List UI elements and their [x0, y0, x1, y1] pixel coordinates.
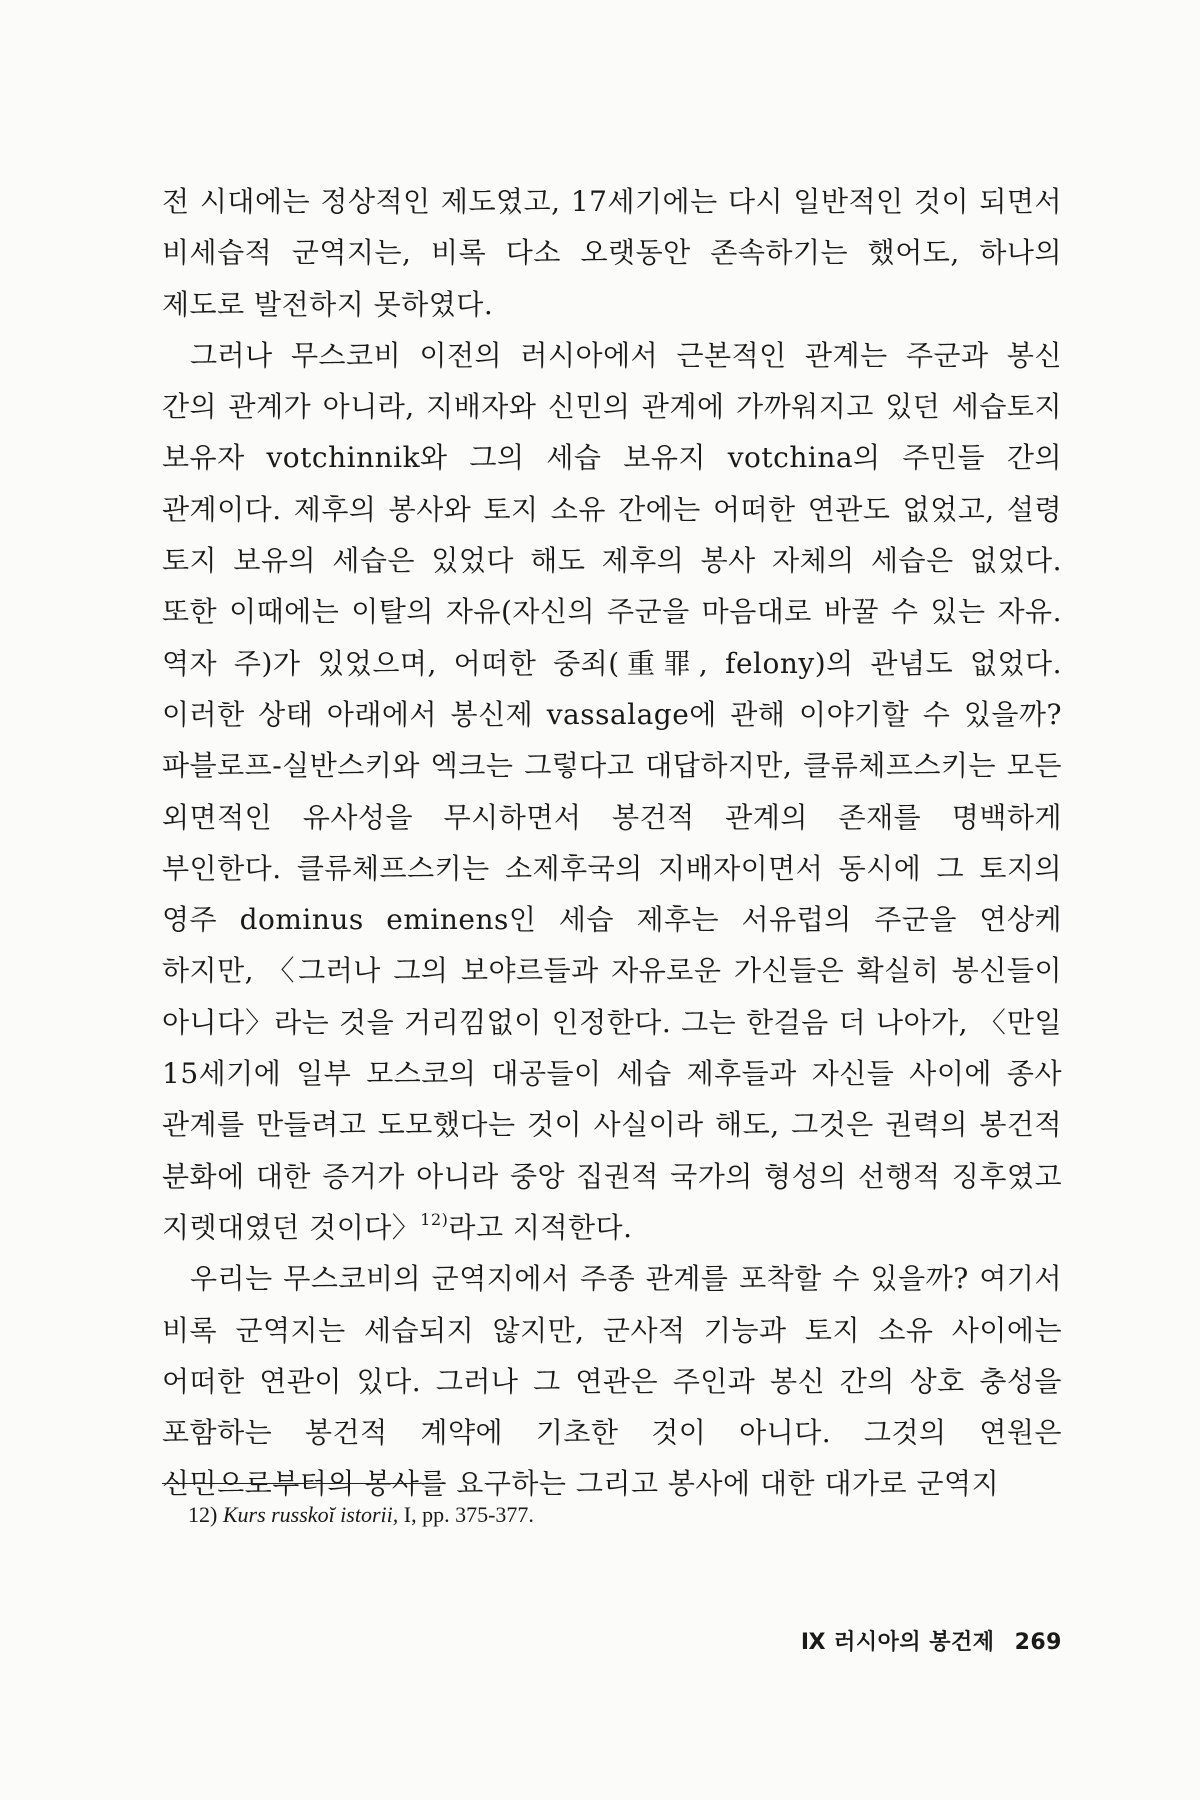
chapter-title: Ⅸ 러시아의 봉건제 [800, 1630, 995, 1655]
footnote-number: 12) [188, 1502, 218, 1527]
footnote-reference[interactable]: 12) [420, 1209, 449, 1229]
running-footer [801, 1625, 1062, 1656]
footnote-title: Kurs russkoĭ istorii, [222, 1502, 399, 1527]
paragraph-continuation: 전 시대에는 정상적인 제도였고, 17세기에는 다시 일반적인 것이 되면서 비세습적 군역지는, 비록 다소 오랫동안 존속하기는 했어도, 하나의 제도로 발전하지 못하였다. [162, 185, 1062, 321]
paragraph-feudal-relations [162, 330, 1062, 1253]
footnote [188, 1500, 1048, 1530]
paragraph-military-estate: 우리는 무스코비의 군역지에서 주종 관계를 포착할 수 있을까? 여기서 비록 군역지는 세습되지 않지만, 군사적 기능과 토지 소유 사이에는 어떠한 연관이 있다. 그러나 그 연관은 주인과 봉신 간의 상호 충성을 포함하는 봉건적 계약에 기초한 것이 아니다. 그것의 연원은 신민으로부터의 봉사를 요구하는 그리고 봉사에 대한 대가로 군역지 [162, 1262, 1062, 1501]
paragraph-tail: 라고 지적한다. [448, 1210, 633, 1244]
footnote-reference-pages: I, pp. 375-377. [403, 1502, 534, 1527]
body-text [162, 176, 1062, 1510]
page-number: 269 [1014, 1630, 1062, 1655]
paragraph-text: 그러나 무스코비 이전의 러시아에서 근본적인 관계는 주군과 봉신 간의 관계가 아니라, 지배자와 신민의 관계에 가까워지고 있던 세습토지 보유자 votchinnik와 그의 세습 보유지 votchina의 주민들 간의 관계이다. 제후의 봉사와 토지 소유 간에는 어떠한 연관도 없었고, 설령 토지 보유의 세습은 있었다 해도 제후의 봉사 자체의 세습은 없었다. 또한 이때에는 이탈의 자유(자신의 주군을 마음대로 바꿀 수 있는 자유. 역자 주)가 있었으며, 어떠한 중죄(重罪, felony)의 관념도 없었다. 이러한 상태 아래에서 봉신제 vassalage에 관해 이야기할 수 있을까? 파블로프-실반스키와 엑크는 그렇다고 대답하지만, 클류체프스키는 모든 외면적인 유사성을 무시하면서 봉건적 관계의 존재를 명백하게 부인한다. 클류체프스키는 소제후국의 지배자이면서 동시에 그 토지의 영주 dominus eminens인 세습 제후는 서유럽의 주군을 연상케 하지만, 〈그러나 그의 보야르들과 자유로운 가신들은 확실히 봉신들이 아니다〉라는 것을 거리낌없이 인정한다. 그는 한걸음 더 나아가, 〈만일 15세기에 일부 모스코의 대공들이 세습 제후들과 자신들 사이에 종사 관계를 만들려고 도모했다는 것이 사실이라 해도, 그것은 권력의 봉건적 분화에 대한 증거가 아니라 중앙 집권적 국가의 형성의 선행적 징후였고 지렛대였던 것이다〉 [162, 338, 1062, 1244]
footnote-divider [162, 1483, 424, 1484]
